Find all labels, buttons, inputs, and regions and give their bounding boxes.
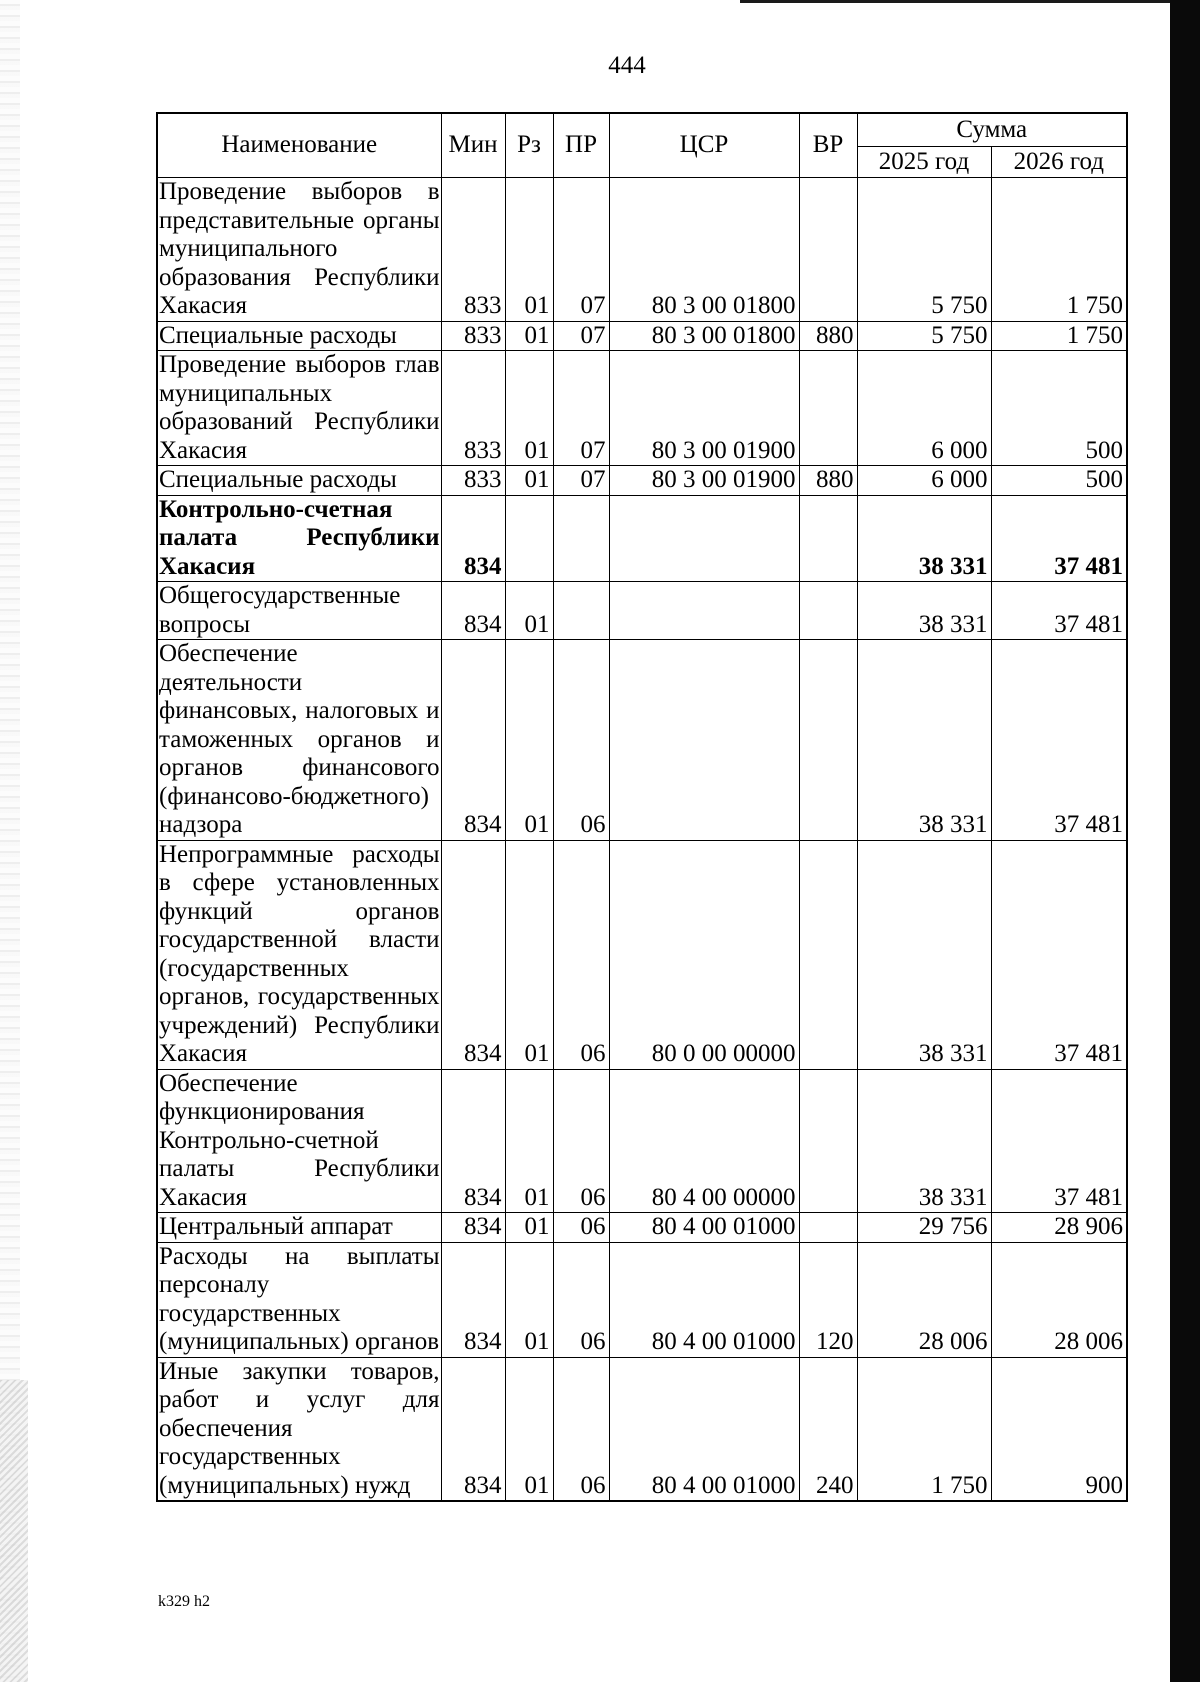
cell-y2026: 1 750	[991, 321, 1127, 351]
cell-y2025: 1 750	[857, 1357, 991, 1501]
cell-y2025: 29 756	[857, 1213, 991, 1243]
cell-min: 834	[441, 1242, 505, 1357]
cell-vr	[799, 840, 857, 1069]
cell-min: 834	[441, 1069, 505, 1213]
cell-pr: 07	[553, 351, 609, 466]
cell-y2026: 900	[991, 1357, 1127, 1501]
cell-vr	[799, 178, 857, 322]
cell-pr: 06	[553, 840, 609, 1069]
cell-csr	[609, 495, 799, 582]
cell-pr: 06	[553, 1069, 609, 1213]
cell-y2025: 5 750	[857, 321, 991, 351]
cell-rz: 01	[505, 466, 553, 496]
scan-left-noise	[0, 1380, 28, 1682]
cell-y2025: 38 331	[857, 582, 991, 640]
cell-y2025: 38 331	[857, 1069, 991, 1213]
cell-y2025: 5 750	[857, 178, 991, 322]
cell-name: Общегосударственные вопросы	[157, 582, 441, 640]
scan-top-edge	[740, 0, 1200, 3]
table-row	[157, 1242, 1127, 1357]
header-name: Наименование	[157, 113, 441, 178]
cell-y2026: 37 481	[991, 1069, 1127, 1213]
cell-vr	[799, 640, 857, 841]
cell-pr: 06	[553, 1357, 609, 1501]
header-vr: ВР	[799, 113, 857, 178]
header-2025: 2025 год	[857, 147, 991, 178]
cell-rz: 01	[505, 178, 553, 322]
header-sum: Сумма	[857, 113, 1127, 147]
cell-rz	[505, 495, 553, 582]
cell-y2025: 6 000	[857, 351, 991, 466]
cell-rz: 01	[505, 640, 553, 841]
cell-name: Непрограммные расходы в сфере установленных функций органов государственной власти (государственных органов, государственных учреждений) Республики Хакасия	[159, 840, 440, 1067]
table-header	[157, 113, 1127, 178]
cell-csr: 80 4 00 01000	[609, 1357, 799, 1501]
table-row	[157, 582, 1127, 640]
cell-min: 834	[441, 840, 505, 1069]
cell-rz: 01	[505, 351, 553, 466]
table-row	[157, 466, 1127, 496]
header-2026: 2026 год	[991, 147, 1127, 178]
cell-y2025: 38 331	[857, 640, 991, 841]
cell-csr: 80 3 00 01800	[609, 178, 799, 322]
cell-pr: 07	[553, 466, 609, 496]
cell-y2026: 28 906	[991, 1213, 1127, 1243]
cell-csr: 80 3 00 01900	[609, 466, 799, 496]
cell-pr: 07	[553, 178, 609, 322]
header-pr: ПР	[553, 113, 609, 178]
cell-min: 834	[441, 1213, 505, 1243]
cell-pr: 06	[553, 640, 609, 841]
cell-pr: 06	[553, 1242, 609, 1357]
cell-vr	[799, 1069, 857, 1213]
cell-pr: 06	[553, 1213, 609, 1243]
cell-vr: 120	[799, 1242, 857, 1357]
cell-pr: 07	[553, 321, 609, 351]
cell-y2026: 37 481	[991, 582, 1127, 640]
cell-name: Специальные расходы	[157, 466, 441, 496]
cell-name: Специальные расходы	[157, 321, 441, 351]
scan-right-border	[1170, 0, 1200, 1682]
cell-csr: 80 0 00 00000	[609, 840, 799, 1069]
cell-y2025: 38 331	[857, 840, 991, 1069]
cell-y2025: 38 331	[857, 495, 991, 582]
table-row	[157, 1357, 1127, 1501]
cell-min: 833	[441, 321, 505, 351]
cell-vr	[799, 582, 857, 640]
cell-name: Проведение выборов глав муниципальных образований Республики Хакасия	[159, 351, 440, 464]
cell-vr	[799, 351, 857, 466]
cell-y2026: 500	[991, 351, 1127, 466]
cell-min: 834	[441, 1357, 505, 1501]
cell-vr	[799, 1213, 857, 1243]
budget-table	[156, 112, 1128, 1502]
cell-vr: 880	[799, 466, 857, 496]
table-row	[157, 640, 1127, 841]
cell-name: Проведение выборов в представительные органы муниципального образования Республики Хакасия	[159, 178, 440, 319]
cell-name: Расходы на выплаты персоналу государственных (муниципальных) органов	[159, 1242, 440, 1355]
cell-min: 833	[441, 178, 505, 322]
table-row	[157, 495, 1127, 582]
cell-csr: 80 3 00 01800	[609, 321, 799, 351]
cell-name: Обеспечение деятельности финансовых, налоговых и таможенных органов и органов финансового (финансово-бюджетного) надзора	[159, 640, 440, 838]
header-min: Мин	[441, 113, 505, 178]
header-csr: ЦСР	[609, 113, 799, 178]
cell-csr: 80 4 00 00000	[609, 1069, 799, 1213]
cell-csr	[609, 640, 799, 841]
cell-name: Контрольно-счетная палата Республики Хакасия	[159, 495, 440, 580]
table-row	[157, 1213, 1127, 1243]
cell-min: 834	[441, 495, 505, 582]
cell-pr	[553, 582, 609, 640]
cell-rz: 01	[505, 1213, 553, 1243]
cell-vr: 880	[799, 321, 857, 351]
cell-name: Центральный аппарат	[157, 1213, 441, 1243]
cell-rz: 01	[505, 1242, 553, 1357]
cell-csr: 80 3 00 01900	[609, 351, 799, 466]
table-row	[157, 178, 1127, 322]
cell-y2026: 37 481	[991, 840, 1127, 1069]
table-row	[157, 321, 1127, 351]
cell-y2026: 28 006	[991, 1242, 1127, 1357]
cell-vr	[799, 495, 857, 582]
cell-min: 834	[441, 640, 505, 841]
cell-y2025: 6 000	[857, 466, 991, 496]
table-row	[157, 1069, 1127, 1213]
cell-min: 834	[441, 582, 505, 640]
cell-name: Обеспечение функционирования Контрольно-счетной палаты Республики Хакасия	[159, 1069, 440, 1211]
cell-name: Иные закупки товаров, работ и услуг для обеспечения государственных (муниципальных) нужд	[157, 1357, 441, 1501]
cell-vr: 240	[799, 1357, 857, 1501]
table-body	[157, 178, 1127, 1502]
cell-rz: 01	[505, 840, 553, 1069]
cell-csr	[609, 582, 799, 640]
cell-rz: 01	[505, 582, 553, 640]
cell-y2025: 28 006	[857, 1242, 991, 1357]
cell-rz: 01	[505, 321, 553, 351]
header-rz: Рз	[505, 113, 553, 178]
page-number: 444	[608, 52, 646, 79]
cell-rz: 01	[505, 1357, 553, 1501]
cell-pr	[553, 495, 609, 582]
cell-y2026: 37 481	[991, 640, 1127, 841]
cell-csr: 80 4 00 01000	[609, 1242, 799, 1357]
cell-min: 833	[441, 351, 505, 466]
cell-rz: 01	[505, 1069, 553, 1213]
cell-y2026: 500	[991, 466, 1127, 496]
cell-min: 833	[441, 466, 505, 496]
footer-code: k329 h2	[158, 1593, 210, 1610]
cell-csr: 80 4 00 01000	[609, 1213, 799, 1243]
table-row	[157, 351, 1127, 466]
table-row	[157, 840, 1127, 1069]
cell-y2026: 1 750	[991, 178, 1127, 322]
cell-y2026: 37 481	[991, 495, 1127, 582]
